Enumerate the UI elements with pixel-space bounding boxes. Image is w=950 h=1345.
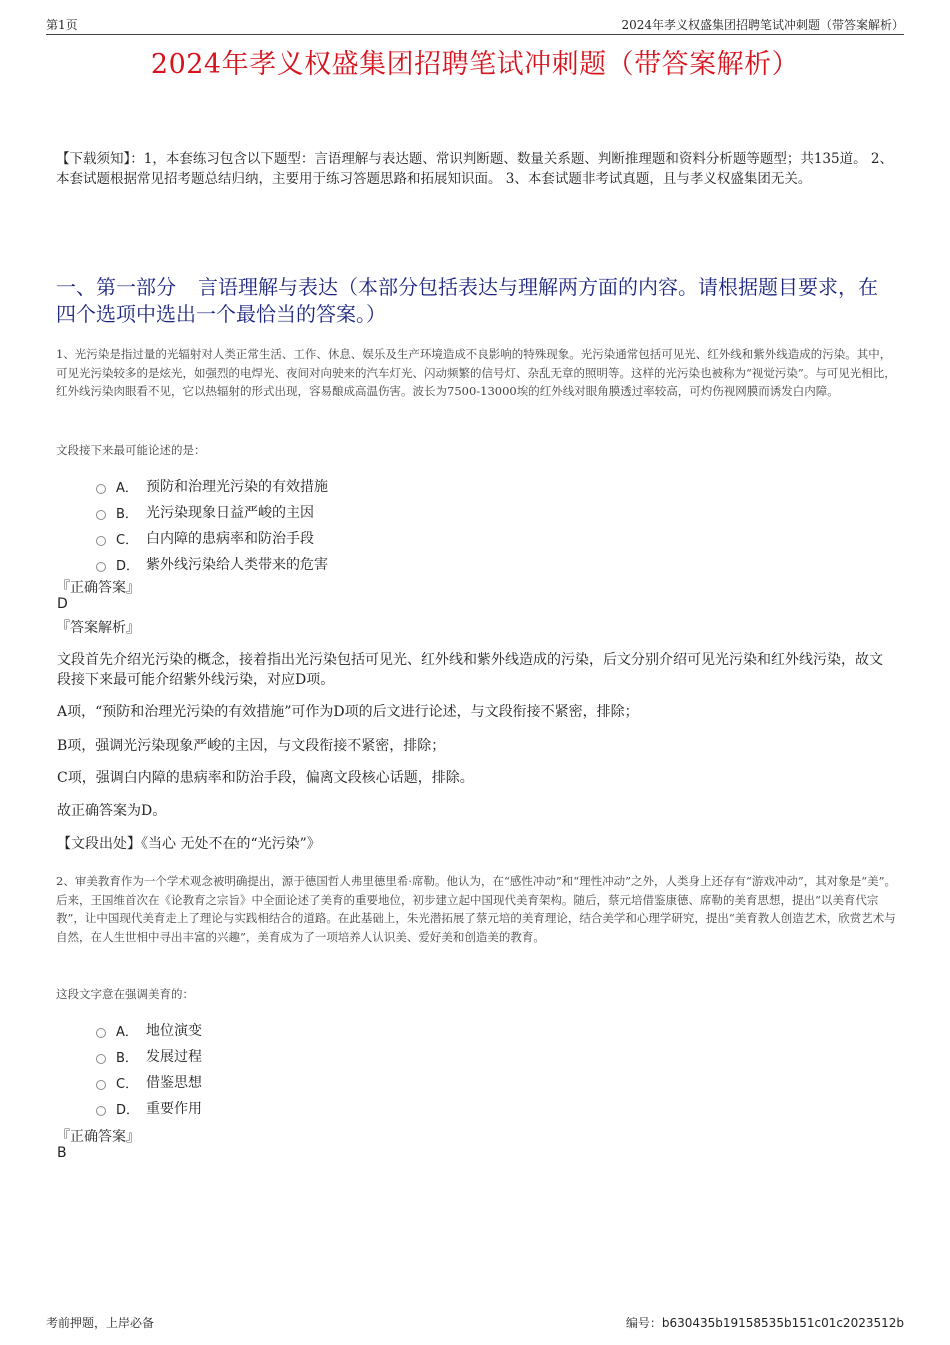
document-title: 2024年孝义权盛集团招聘笔试冲刺题（带答案解析） bbox=[150, 49, 800, 80]
footer-code-label: 编号： bbox=[625, 1316, 662, 1330]
analysis-paragraph: 文段首先介绍光污染的概念，接着指出光污染包括可见光、红外线和紫外线造成的污染，后文分别介绍可见光污染和红外线污染，故文段接下来最可能介绍紫外线污染，对应D项。 bbox=[57, 652, 883, 688]
option-letter: A． bbox=[116, 480, 138, 496]
option-a[interactable] bbox=[96, 1017, 202, 1043]
option-text: 重要作用 bbox=[146, 1101, 202, 1117]
option-d[interactable] bbox=[96, 551, 328, 577]
radio-icon[interactable] bbox=[96, 1106, 106, 1116]
radio-icon[interactable] bbox=[96, 510, 106, 520]
analysis-paragraph: A项，“预防和治理光污染的有效措施”可作为D项的后文进行论述，与文段衔接不紧密，排除； bbox=[57, 704, 639, 720]
footer-slogan: 考前押题，上岸必备 bbox=[46, 1316, 155, 1330]
radio-icon[interactable] bbox=[96, 1054, 106, 1064]
correct-answer-label: 『正确答案』 bbox=[56, 1129, 140, 1145]
text-source: 【文段出处】《当心 无处不在的“光污染”》 bbox=[57, 836, 321, 852]
section-title: 言语理解与表达（本部分包括表达与理解两方面的内容。请根据题目要求，在四个选项中选出一个最恰当的答案。） bbox=[56, 275, 878, 326]
option-c[interactable] bbox=[96, 525, 328, 551]
question-1-options bbox=[96, 473, 328, 577]
footer-code-value: b630435b19158535b151c01c2023512b bbox=[661, 1316, 904, 1330]
question-2-prompt: 这段文字意在强调美育的： bbox=[56, 987, 194, 1001]
section-heading bbox=[56, 274, 894, 328]
analysis-label: 『答案解析』 bbox=[56, 620, 140, 636]
question-1-text: 1、光污染是指过量的光辐射对人类正常生活、工作、休息、娱乐及生产环境造成不良影响的特殊现象。光污染通常包括可见光、红外线和紫外线造成的污染。其中，可见光污染较多的是炫光，如强烈的电焊光、夜间对向驶来的汽车灯光、闪动频繁的信号灯、杂乱无章的照明等。这样的光污染也被称为“视觉污染”。与可见光相比，红外线污染肉眼看不见，它以热辐射的形式出现，容易酿成高温伤害。波长为7500-13000埃的红外线对眼角膜透过率较高，可灼伤视网膜而诱发白内障。 bbox=[56, 347, 896, 399]
option-text: 紫外线污染给人类带来的危害 bbox=[146, 557, 328, 573]
option-text: 发展过程 bbox=[146, 1049, 202, 1065]
option-letter: A． bbox=[116, 1024, 138, 1040]
option-text: 借鉴思想 bbox=[146, 1075, 202, 1091]
analysis-conclusion: 故正确答案为D。 bbox=[57, 803, 167, 819]
correct-answer-label: 『正确答案』 bbox=[56, 580, 140, 596]
question-1-prompt: 文段接下来最可能论述的是： bbox=[56, 443, 206, 457]
radio-icon[interactable] bbox=[96, 484, 106, 494]
option-letter: C． bbox=[116, 532, 139, 548]
question-2-options bbox=[96, 1017, 202, 1121]
footer-code bbox=[626, 1314, 904, 1331]
radio-icon[interactable] bbox=[96, 1080, 106, 1090]
option-b[interactable] bbox=[96, 499, 328, 525]
option-letter: B． bbox=[116, 506, 138, 522]
radio-icon[interactable] bbox=[96, 562, 106, 572]
question-2-text: 2、审美教育作为一个学术观念被明确提出，源于德国哲人弗里德里希·席勒。他认为，在“感性冲动”和“理性冲动”之外，人类身上还存有“游戏冲动”，其对象是“美”。后来，王国维首次在《论教育之宗旨》中全面论述了美育的重要地位，初步建立起中国现代美育架构。随后，蔡元培借鉴康德、席勒的美育思想，提出“以美育代宗教”，让中国现代美育走上了理论与实践相结合的道路。在此基础上，朱光潜拓展了蔡元培的美育理论，结合美学和心理学研究，提出“美育教人创造艺术，欣赏艺术与自然，在人生世相中寻出丰富的兴趣”，美育成为了一项培养人认识美、爱好美和创造美的教育。 bbox=[56, 874, 896, 944]
option-letter: D． bbox=[116, 1102, 140, 1118]
page-number: 第1页 bbox=[46, 18, 78, 32]
section-part: 一、第一部分 bbox=[56, 275, 176, 299]
analysis-paragraph: B项，强调光污染现象严峻的主因，与文段衔接不紧密，排除； bbox=[57, 738, 446, 754]
radio-icon[interactable] bbox=[96, 536, 106, 546]
correct-answer: B bbox=[57, 1145, 67, 1161]
header-doc-title: 2024年孝义权盛集团招聘笔试冲刺题（带答案解析） bbox=[621, 18, 904, 32]
analysis-paragraph: C项，强调白内障的患病率和防治手段，偏离文段核心话题，排除。 bbox=[57, 770, 474, 786]
option-letter: D． bbox=[116, 558, 140, 574]
radio-icon[interactable] bbox=[96, 1028, 106, 1038]
correct-answer: D bbox=[57, 596, 68, 612]
option-text: 光污染现象日益严峻的主因 bbox=[146, 505, 314, 521]
option-letter: B． bbox=[116, 1050, 138, 1066]
option-a[interactable] bbox=[96, 473, 328, 499]
option-letter: C． bbox=[116, 1076, 139, 1092]
option-d[interactable] bbox=[96, 1095, 202, 1121]
option-text: 预防和治理光污染的有效措施 bbox=[146, 479, 328, 495]
option-text: 地位演变 bbox=[146, 1023, 202, 1039]
option-text: 白内障的患病率和防治手段 bbox=[146, 531, 314, 547]
option-c[interactable] bbox=[96, 1069, 202, 1095]
option-b[interactable] bbox=[96, 1043, 202, 1069]
page-header bbox=[46, 14, 904, 35]
download-notice: 【下载须知】：1，本套练习包含以下题型：言语理解与表达题、常识判断题、数量关系题、判断推理题和资料分析题等题型；共135道。 2、本套试题根据常见招考题总结归纳，主要用于练习答题思路和拓展知识面。 3、本套试题非考试真题，且与孝义权盛集团无关。 bbox=[56, 151, 893, 187]
